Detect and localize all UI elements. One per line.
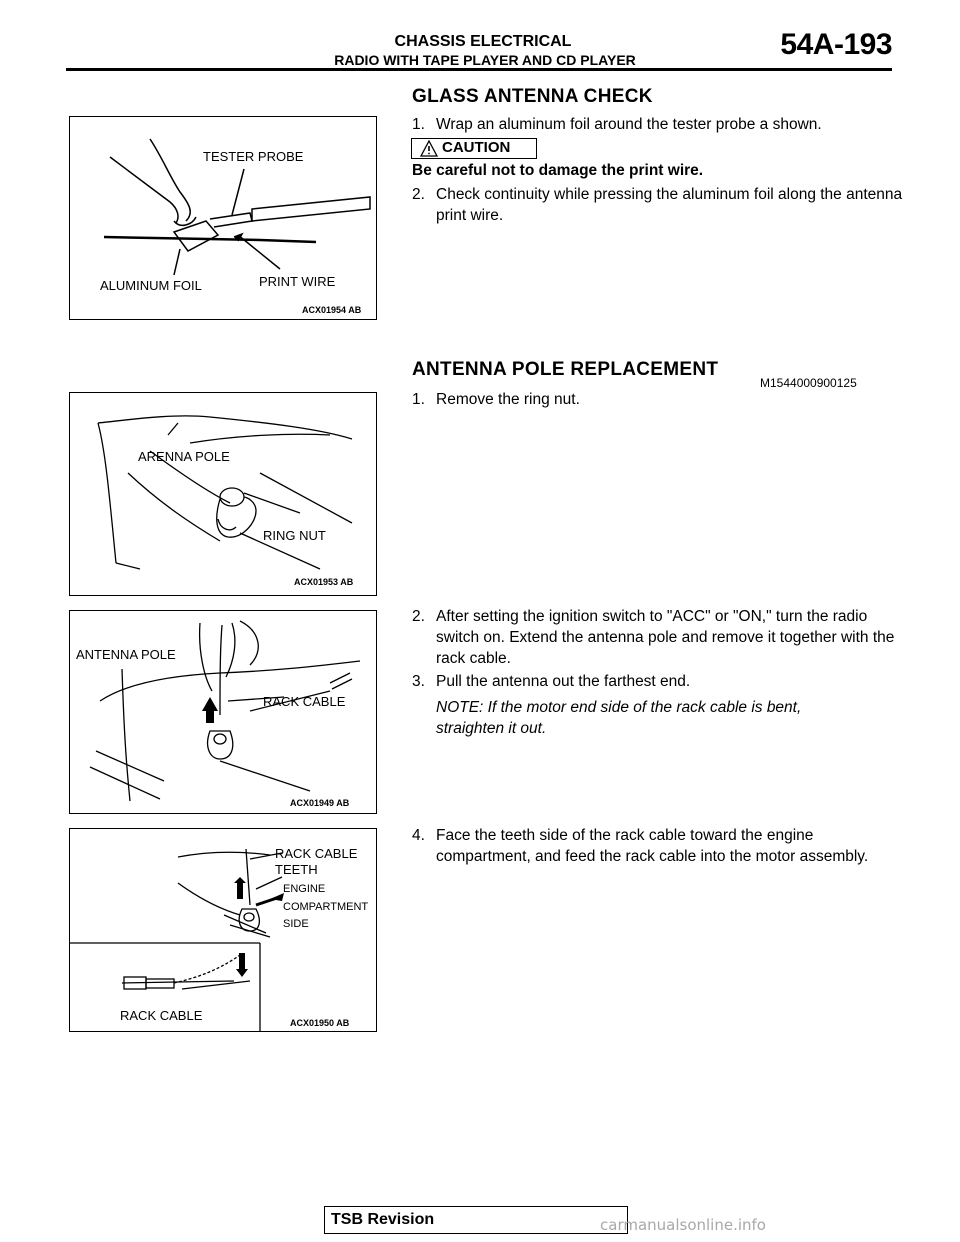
figure-ring-nut	[69, 392, 377, 596]
tsb-revision-label: TSB Revision	[331, 1211, 435, 1228]
step-number: 4.	[412, 827, 425, 844]
step-number: 3.	[412, 673, 425, 690]
glass-step-1	[412, 114, 906, 135]
pole-step-2	[412, 606, 906, 669]
figure-rack-cable-install	[69, 828, 377, 1032]
label-rack-cable: RACK CABLE	[263, 694, 346, 709]
figure-rack-cable-removal	[69, 610, 377, 814]
antenna-pole-heading: ANTENNA POLE REPLACEMENT	[412, 359, 719, 380]
label-aluminum-foil: ALUMINUM FOIL	[100, 278, 202, 293]
label-compartment: COMPARTMENT	[283, 901, 369, 913]
label-teeth: TEETH	[275, 862, 318, 877]
page-number: 54A-193	[780, 28, 892, 61]
label-tester-probe: TESTER PROBE	[203, 149, 304, 164]
label-ring-nut: RING NUT	[263, 528, 326, 543]
pole-step-1	[412, 389, 906, 410]
label-antenna-pole: ANTENNA POLE	[76, 647, 176, 662]
figure-glass-antenna	[69, 116, 377, 320]
label-side: SIDE	[283, 918, 309, 930]
glass-antenna-heading: GLASS ANTENNA CHECK	[412, 86, 653, 107]
step-text: Check continuity while pressing the aluminum foil along the antenna print wire.	[436, 186, 903, 224]
label-rack-cable-top: RACK CABLE	[275, 846, 358, 861]
figure-code: ACX01954 AB	[302, 305, 362, 315]
step-text: After setting the ignition switch to "ACC" or "ON," turn the radio switch on. Extend the antenna pole and remove it together with the rack cable.	[436, 608, 895, 667]
glass-step-2	[412, 184, 906, 226]
step-text: Pull the antenna out the farthest end.	[436, 673, 691, 690]
rack-cable-removal-illustration	[70, 611, 376, 813]
note-text: NOTE: If the motor end side of the rack cable is bent, straighten it out.	[436, 699, 802, 737]
pole-step-4	[412, 825, 906, 888]
figure-code: ACX01950 AB	[290, 1018, 350, 1028]
step-number: 1.	[412, 391, 425, 408]
figure-code: ACX01949 AB	[290, 798, 350, 808]
step-number: 1.	[412, 116, 425, 133]
ring-nut-illustration	[70, 393, 376, 595]
label-engine: ENGINE	[283, 883, 326, 895]
pole-step-3	[412, 671, 906, 692]
tsb-revision-box	[324, 1206, 628, 1234]
section-title: CHASSIS ELECTRICAL	[394, 33, 572, 50]
caution-label: CAUTION	[442, 139, 511, 156]
step-number: 2.	[412, 608, 425, 625]
figure-code: ACX01953 AB	[294, 577, 354, 587]
step-text: Wrap an aluminum foil around the tester probe a shown.	[436, 116, 822, 133]
header-rule	[66, 68, 892, 71]
warning-icon	[420, 140, 438, 157]
caution-text: Be careful not to damage the print wire.	[412, 162, 704, 179]
label-arenna-pole: ARENNA POLE	[138, 449, 230, 464]
step-text: Face the teeth side of the rack cable toward the engine compartment, and feed the rack cable into the motor assembly.	[436, 827, 869, 865]
caution-box	[411, 138, 537, 159]
subsection-title: RADIO WITH TAPE PLAYER AND CD PLAYER	[334, 52, 636, 68]
label-print-wire: PRINT WIRE	[259, 274, 336, 289]
step-text: Remove the ring nut.	[436, 391, 580, 408]
label-rack-cable-bottom: RACK CABLE	[120, 1008, 203, 1023]
watermark: carmanualsonline.info	[600, 1216, 766, 1234]
step-number: 2.	[412, 186, 425, 203]
document-id: M1544000900125	[760, 376, 857, 390]
